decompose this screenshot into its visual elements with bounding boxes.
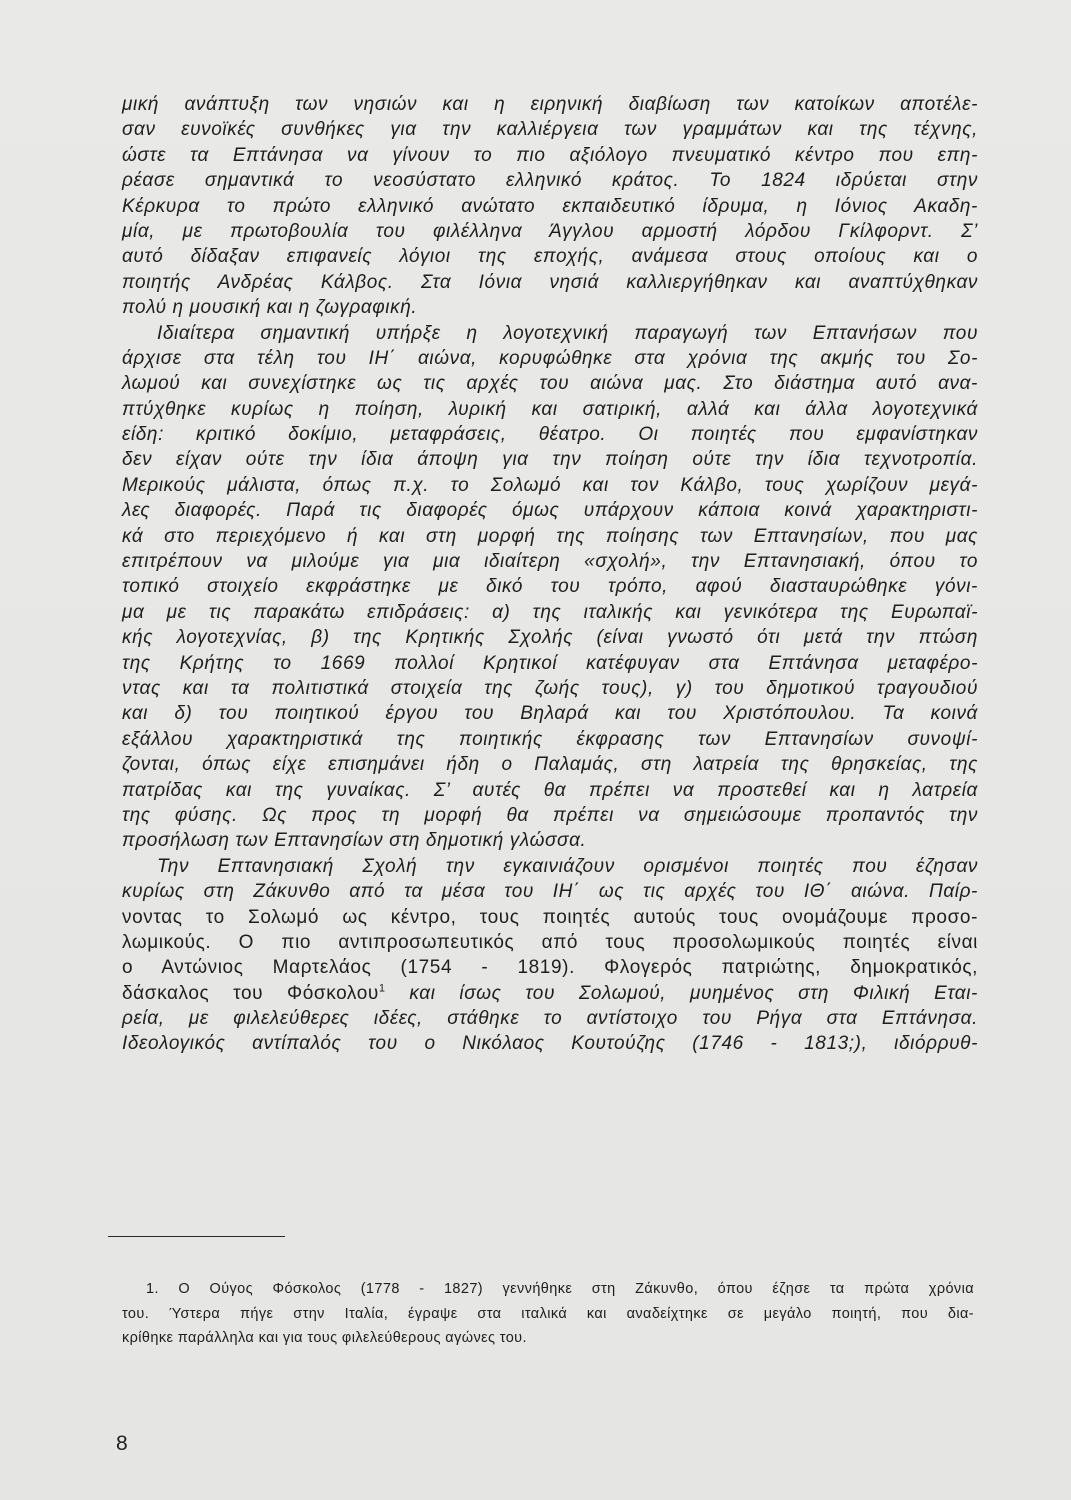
text-line: προσήλωση των Επτανησίων στη δημοτική γλώσσα. <box>122 830 587 852</box>
text-line: αυτό δίδαξαν επιφανείς λόγιοι της εποχής, ανάμεσα στους οποίους και ο <box>122 246 978 268</box>
footnote-line: του. Ύστερα πήγε στην Ιταλία, έγραψε στα ιταλικά και αναδείχτηκε σε μεγάλο ποιητή, που δια- <box>122 1305 974 1322</box>
text-line: ντας και τα πολιτιστικά στοιχεία της ζωής τους), γ) του δημοτικού τραγουδιού <box>122 677 978 699</box>
text-line: τοπικό στοιχείο εκφράστηκε με δικό του τρόπο, αφού διασταυρώθηκε γόνι- <box>122 576 978 598</box>
text-line: πατρίδας και της γυναίκας. Σ’ αυτές θα πρέπει να προστεθεί και η λατρεία <box>122 779 978 801</box>
text-line: δεν είχαν ούτε την ίδια άποψη για την ποίηση ούτε την ίδια τεχνοτροπία. <box>122 449 978 471</box>
text-line: Την Επτανησιακή Σχολή την εγκαινιάζουν ορισμένοι ποιητές που έζησαν <box>157 855 978 877</box>
text-line: λωμικούς. Ο πιο αντιπροσωπευτικός από τους προσολωμικούς ποιητές είναι <box>122 931 978 953</box>
text-line: ώστε τα Επτάνησα να γίνουν το πιο αξιόλογο πνευματικό κέντρο που επη- <box>122 144 978 166</box>
text-line: είδη: κριτικό δοκίμιο, μεταφράσεις, θέατρο. Οι ποιητές που εμφανίστηκαν <box>122 424 978 446</box>
paragraph-2 <box>122 321 978 854</box>
text-line: νοντας το Σολωμό ως κέντρο, τους ποιητές αυτούς τους ονομάζουμε προσο- <box>122 906 978 928</box>
text-line: κής λογοτεχνίας, β) της Κρητικής Σχολής (είναι γνωστό ότι μετά την πτώση <box>122 627 978 649</box>
text-line <box>122 981 978 1006</box>
text-line: μική ανάπτυξη των νησιών και η ειρηνική διαβίωση των κατοίκων αποτέλε- <box>122 94 978 115</box>
text-line: ρέασε σημαντικά το νεοσύστατο ελληνικό κράτος. Το 1824 ιδρύεται στην <box>122 170 978 192</box>
text-line: πολύ η μουσική και η ζωγραφική. <box>122 297 418 319</box>
text-line: πτύχθηκε κυρίως η ποίηση, λυρική και σατιρική, αλλά και άλλα λογοτεχνικά <box>122 398 978 420</box>
text-line: ο Αντώνιος Μαρτελάος (1754 - 1819). Φλογερός πατριώτης, δημοκρατικός, <box>122 957 978 979</box>
page-number: 8 <box>116 1432 128 1455</box>
text-line: μα με τις παρακάτω επιδράσεις: α) της ιταλικής και γενικότερα της Ευρωπαϊ- <box>122 601 978 623</box>
text-line: ζονται, όπως είχε επισημάνει ήδη ο Παλαμάς, στη λατρεία της θρησκείας, της <box>122 754 978 776</box>
text-line: εξάλλου χαρακτηριστικά της ποιητικής έκφρασης των Επτανησίων συνοψί- <box>122 728 978 750</box>
text-line: κυρίως στη Ζάκυνθο από τα μέσα του ΙΗ΄ ως τις αρχές του ΙΘ΄ αιώνα. Παίρ- <box>122 881 978 903</box>
text-line: κά στο περιεχόμενο ή και στη μορφή της ποίησης των Επτανησίων, που μας <box>122 525 978 547</box>
text-line: ρεία, με φιλελεύθερες ιδέες, στάθηκε το αντίστοιχο του Ρήγα στα Επτάνησα. <box>122 1008 978 1030</box>
text-line: Ιδεολογικός αντίπαλός του ο Νικόλαος Κουτούζης (1746 - 1813;), ιδιόρρυθ- <box>122 1033 978 1055</box>
footnote-line: κρίθηκε παράλληλα και για τους φιλελεύθερους αγώνες του. <box>122 1330 527 1346</box>
footnote <box>122 1277 974 1351</box>
paragraph-3 <box>122 854 978 1057</box>
text-line: Ιδιαίτερα σημαντική υπήρξε η λογοτεχνική παραγωγή των Επτανήσων που <box>157 322 978 344</box>
footnote-line: 1. Ο Ούγος Φόσκολος (1778 - 1827) γεννήθηκε στη Ζάκυνθο, όπου έζησε τα πρώτα χρόνια <box>146 1281 974 1297</box>
footnote-ref[interactable]: 1 <box>378 982 386 995</box>
text-run: και ίσως του Σολωμού, μυημένος στη Φιλική Εται- <box>385 982 978 1004</box>
text-line: της Κρήτης το 1669 πολλοί Κρητικοί κατέφυγαν στα Επτάνησα μεταφέρο- <box>122 652 978 674</box>
text-line: λες διαφορές. Παρά τις διαφορές όμως υπάρχουν κάποια κοινά χαρακτηριστι- <box>122 500 978 522</box>
text-line: επιτρέπουν να μιλούμε για μια ιδιαίτερη «σχολή», την Επτανησιακή, όπου το <box>122 551 978 573</box>
text-line: και δ) του ποιητικού έργου του Βηλαρά και του Χριστόπουλου. Τα κοινά <box>122 703 978 725</box>
text-line: Μερικούς μάλιστα, όπως π.χ. το Σολωμό και τον Κάλβο, τους χωρίζουν μεγά- <box>122 474 978 496</box>
text-line: λωμού και συνεχίστηκε ως τις αρχές του αιώνα μας. Στο διάστημα αυτό ανα- <box>122 373 978 395</box>
text-line: της φύσης. Ως προς τη μορφή θα πρέπει να σημειώσουμε προπαντός την <box>122 804 978 826</box>
paragraph-1 <box>122 92 978 321</box>
text-line: Κέρκυρα το πρώτο ελληνικό ανώτατο εκπαιδευτικό ίδρυμα, η Ιόνιος Ακαδη- <box>122 195 978 217</box>
text-run: δάσκαλος του Φόσκολου <box>122 982 379 1004</box>
text-line: ποιητής Ανδρέας Κάλβος. Στα Ιόνια νησιά καλλιεργήθηκαν και αναπτύχθηκαν <box>122 271 978 293</box>
footnote-divider <box>108 1236 285 1237</box>
text-line: άρχισε στα τέλη του ΙΗ΄ αιώνα, κορυφώθηκε στα χρόνια της ακμής του Σο- <box>122 347 978 369</box>
text-line: μία, με πρωτοβουλία του φιλέλληνα Άγγλου αρμοστή λόρδου Γκίλφορντ. Σ’ <box>122 220 978 242</box>
text-line: σαν ευνοϊκές συνθήκες για την καλλιέργεια των γραμμάτων και της τέχνης, <box>122 119 978 141</box>
main-text <box>122 92 978 1057</box>
